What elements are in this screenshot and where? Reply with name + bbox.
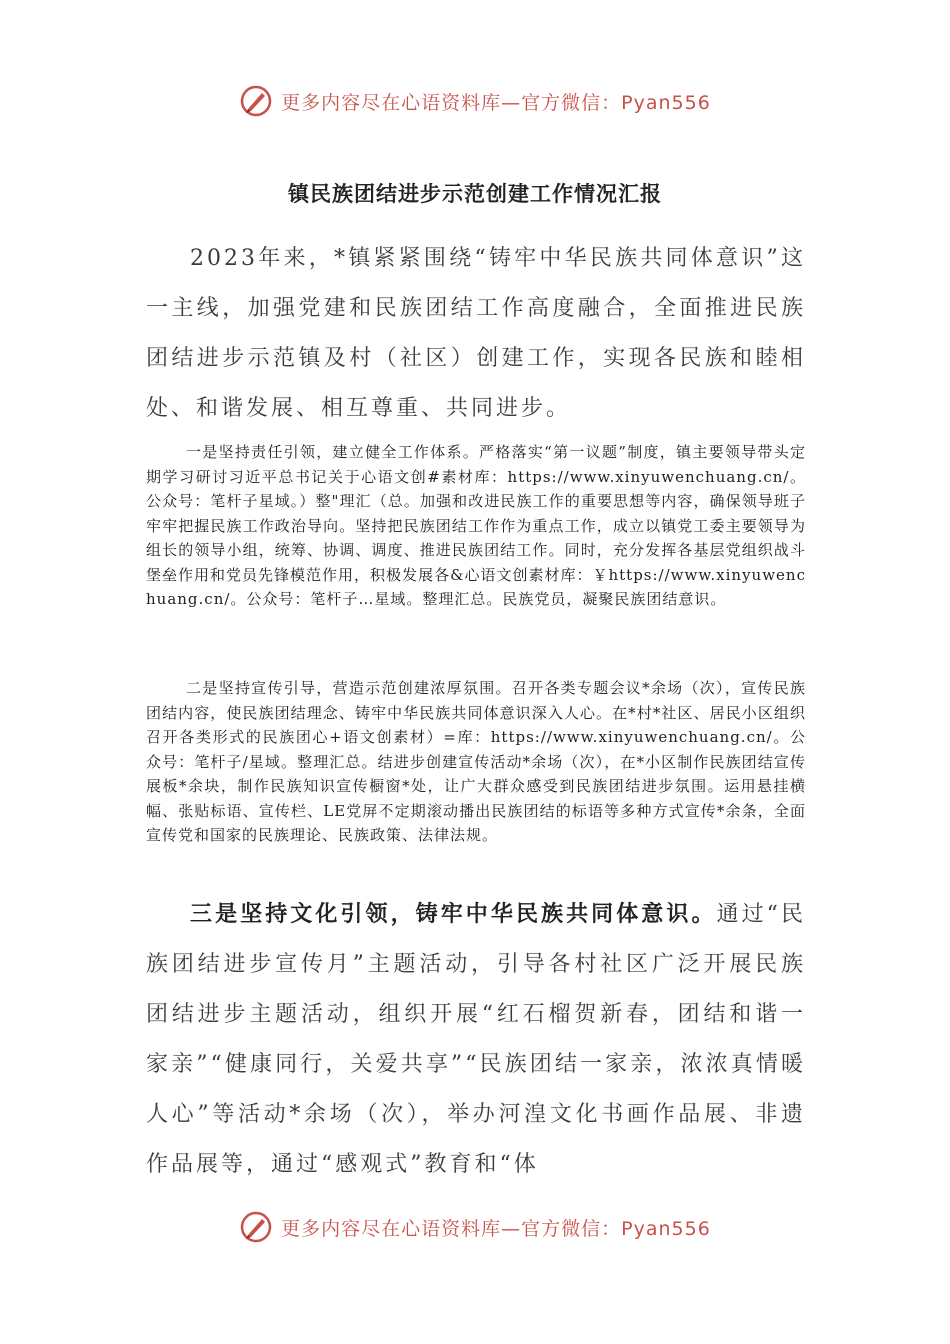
intro-paragraph: 2023年来，*镇紧紧围绕“铸牢中华民族共同体意识”这一主线，加强党建和民族团结工作高度融合，全面推进民族团结进步示范镇及村（社区）创建工作，实现各民族和睦相处、和谐发展、相互尊重、共同进步。	[146, 246, 806, 421]
banner-text: 更多内容尽在心语资料库—官方微信：Pyan556	[281, 91, 711, 114]
section-two-paragraph: 二是坚持宣传引导，营造示范创建浓厚氛围。召开各类专题会议*余场（次），宣传民族团结内容，使民族团结理念、铸牢中华民族共同体意识深入人心。在*村*社区、居民小区组织召开各类形式的民族团心+语文创素材）=库：https://www.xinyuwenchuang.cn/。公众号：笔杆子/星域。整理汇总。结进步创建宣传活动*余场（次），在*小区制作民族团结宣传展板*余块，制作民族知识宣传橱窗*处，让广大群众感受到民族团结进步氛围。运用悬挂横幅、张贴标语、宣传栏、LE党屏不定期滚动播出民族团结的标语等多种方式宣传*余条，全面宣传党和国家的民族理论、民族政策、法律法规。	[146, 679, 806, 844]
header-banner	[0, 84, 950, 118]
page-title: 镇民族团结进步示范创建工作情况汇报	[288, 182, 662, 206]
section-three-paragraph	[146, 890, 806, 1190]
section-one-paragraph: 一是坚持责任引领，建立健全工作体系。严格落实“第一议题”制度，镇主要领导带头定期学习研讨习近平总书记关于心语文创#素材库：https://www.xinyuwenchuang.cn/。公众号：笔杆子星域。）整"理汇（总。加强和改进民族工作的重要思想等内容，确保领导班子牢牢把握民族工作政治导向。坚持把民族团结工作作为重点工作，成立以镇党工委主要领导为组长的领导小组，统筹、协调、调度、推进民族团结工作。同时，充分发挥各基层党组织战斗堡垒作用和党员先锋模范作用，积极发展各&心语文创素材库：￥https://www.xinyuwenchuang.cn/。公众号：笔杆子…星域。整理汇总。民族党员，凝聚民族团结意识。	[146, 443, 806, 608]
banner-text: 更多内容尽在心语资料库—官方微信：Pyan556	[281, 1217, 711, 1240]
section-three-body: 通过“民族团结进步宣传月”主题活动，引导各村社区广泛开展民族团结进步主题活动，组织开展“红石榴贺新春，团结和谐一家亲”“健康同行，关爱共享”“民族团结一家亲，浓浓真情暖人心”等活动*余场（次），举办河湟文化书画作品展、非遗作品展等，通过“感观式”教育和“体	[146, 902, 806, 1177]
section-three-heading: 三是坚持文化引领，铸牢中华民族共同体意识。	[190, 902, 717, 927]
pen-logo-icon	[239, 84, 273, 118]
pen-logo-icon	[239, 1210, 273, 1244]
footer-banner	[0, 1210, 950, 1244]
